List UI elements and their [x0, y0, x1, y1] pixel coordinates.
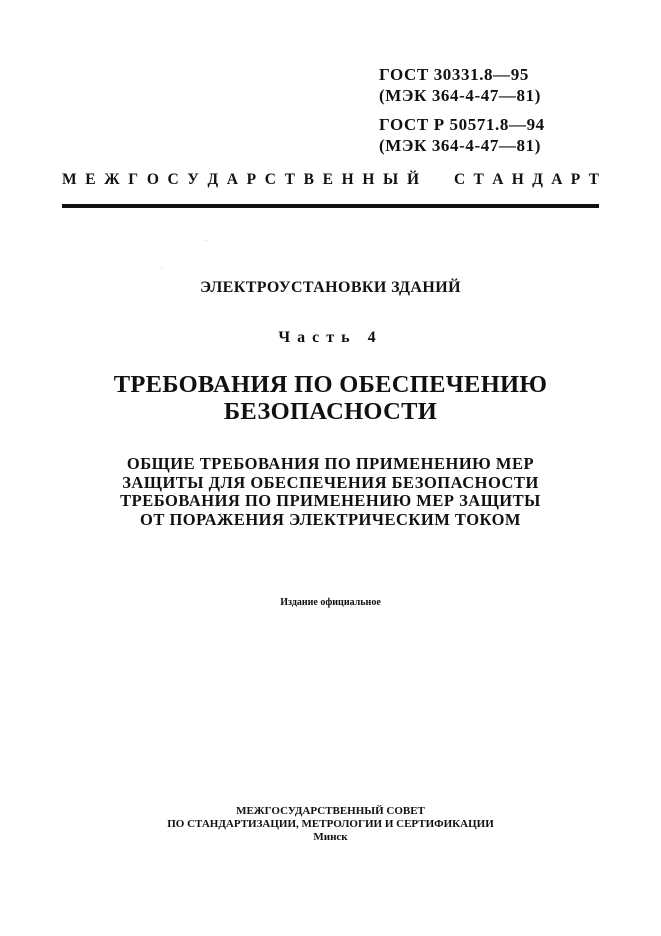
subtitle-line: ОТ ПОРАЖЕНИЯ ЭЛЕКТРИЧЕСКИМ ТОКОМ: [140, 509, 521, 529]
standard-codes: [379, 64, 599, 156]
banner-letter: Д: [207, 171, 219, 188]
main-title-line: БЕЗОПАСНОСТИ: [223, 398, 438, 425]
publisher: [0, 805, 661, 844]
banner-letter: Н: [341, 171, 354, 188]
banner-letter: Т: [284, 171, 295, 188]
banner-letter: М: [62, 171, 77, 188]
code-group-2: [379, 114, 599, 156]
subtitle: [0, 455, 661, 529]
banner-letter: С: [167, 171, 179, 188]
banner-letter: Н: [362, 171, 375, 188]
main-title-line: ТРЕБОВАНИЯ ПО ОБЕСПЕЧЕНИЮ: [113, 371, 548, 398]
banner-letter: Г: [128, 171, 139, 188]
banner-letter: А: [226, 171, 238, 188]
banner-letter: Т: [473, 171, 484, 188]
publisher-line: МЕЖГОСУДАРСТВЕННЫЙ СОВЕТ: [236, 805, 425, 817]
banner-letter: Й: [406, 171, 419, 188]
publisher-line: ПО СТАНДАРТИЗАЦИИ, МЕТРОЛОГИИ И СЕРТИФИКАЦИИ: [167, 818, 494, 830]
banner-letter: Ы: [383, 171, 399, 188]
iec-code: (МЭК 364-4-47—81): [379, 136, 541, 155]
part-number: Часть 4: [278, 329, 383, 346]
banner-letter: С: [454, 171, 466, 188]
scan-speck: [161, 268, 162, 269]
code-group-1: [379, 64, 599, 106]
iec-code: (МЭК 364-4-47—81): [379, 86, 541, 105]
banner-letter: Р: [246, 171, 257, 188]
banner-letter: Т: [588, 171, 599, 188]
banner-letter: Е: [85, 171, 96, 188]
gost-r-code: ГОСТ Р 50571.8—94: [379, 115, 545, 134]
banner-letter: А: [551, 171, 563, 188]
subtitle-line: ОБЩИЕ ТРЕБОВАНИЯ ПО ПРИМЕНЕНИЮ МЕР: [126, 454, 535, 473]
banner-letter: У: [187, 171, 199, 188]
banner-letter: О: [146, 171, 159, 188]
interstate-word: [62, 171, 419, 189]
subtitle-line: ЗАЩИТЫ ДЛЯ ОБЕСПЕЧЕНИЯ БЕЗОПАСНОСТИ: [122, 472, 539, 492]
scan-speck: [206, 240, 207, 241]
banner-letter: Е: [322, 171, 333, 188]
banner-letter: Д: [532, 171, 543, 188]
subtitle-line: ТРЕБОВАНИЯ ПО ПРИМЕНЕНИЮ МЕР ЗАЩИТЫ: [120, 491, 541, 510]
document-subject: ЭЛЕКТРОУСТАНОВКИ ЗДАНИЙ: [200, 279, 461, 296]
banner-letter: Р: [570, 171, 581, 188]
interstate-standard-banner: [62, 171, 599, 189]
standard-word: [454, 171, 599, 189]
publisher-city: Минск: [313, 831, 348, 843]
banner-letter: В: [303, 171, 314, 188]
banner-letter: С: [264, 171, 276, 188]
edition-note: Издание официальное: [280, 597, 381, 608]
banner-letter: Ж: [104, 171, 120, 188]
banner-letter: А: [492, 171, 504, 188]
header-divider: [62, 204, 599, 208]
main-title: [0, 371, 661, 425]
banner-letter: Н: [511, 171, 524, 188]
gost-code: ГОСТ 30331.8—95: [379, 65, 529, 84]
